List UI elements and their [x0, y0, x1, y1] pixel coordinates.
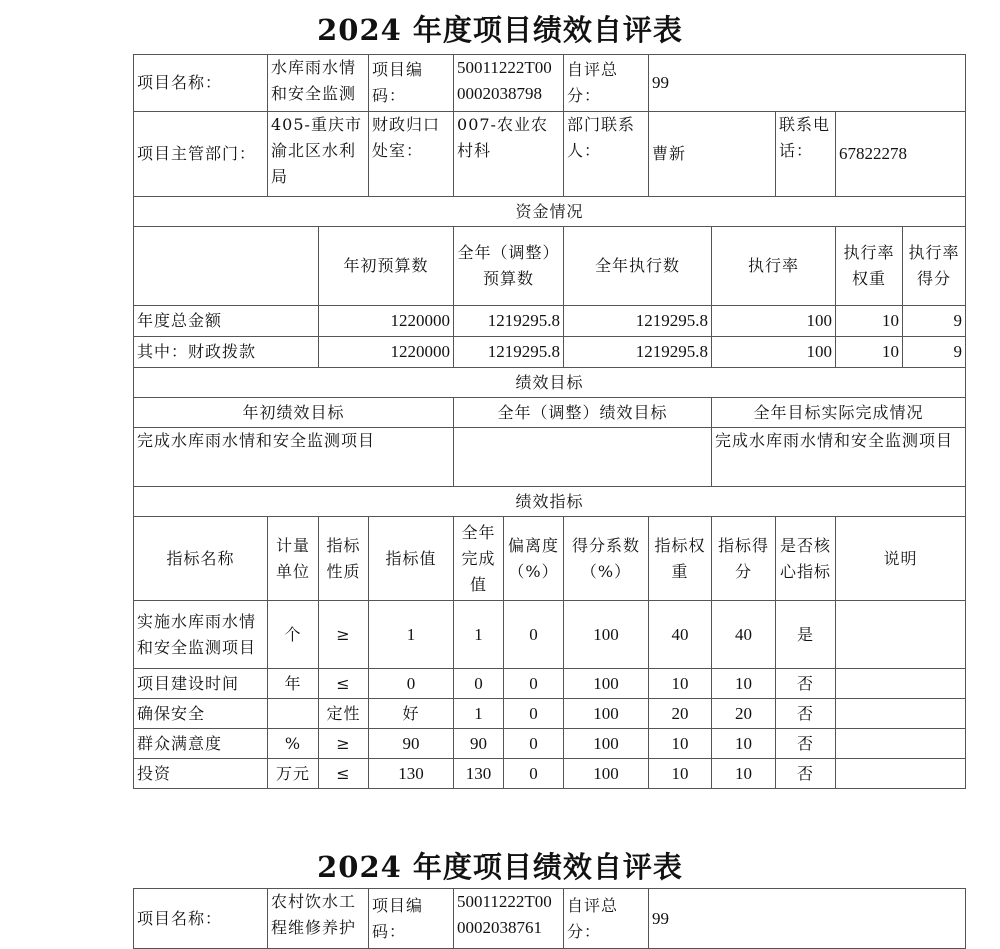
phone-value: 67822278: [836, 112, 966, 197]
ind-weight: 20: [649, 699, 712, 729]
funds-score: 9: [953, 342, 963, 361]
ind-coef: 100: [564, 669, 649, 699]
ind-header-name: 指标名称: [134, 517, 268, 601]
ind-note: [836, 759, 966, 789]
ind-header-core: 是否核心指标: [776, 517, 836, 601]
ind-core: 否: [776, 729, 836, 759]
ind-coef: 100: [564, 699, 649, 729]
ind-actual: 1: [454, 699, 504, 729]
ind-score: 40: [712, 601, 776, 669]
ind-header-unit: 计量单位: [268, 517, 319, 601]
self-score-label-2: 自评总分：: [564, 889, 649, 949]
ind-score: 10: [712, 669, 776, 699]
indicators-section-header: 绩效指标: [134, 487, 966, 517]
funds-weight-score: [836, 306, 966, 337]
ind-score: 10: [712, 729, 776, 759]
ind-name: 实施水库雨水情和安全监测项目: [134, 601, 268, 669]
ind-actual: 1: [454, 601, 504, 669]
project-name-value: 水库雨水情和安全监测: [268, 55, 369, 112]
ind-target: 1: [369, 601, 454, 669]
ind-header-coef: 得分系数（%）: [564, 517, 649, 601]
performance-table: [133, 54, 966, 789]
ind-unit: 年: [268, 669, 319, 699]
project-name-label: 项目名称：: [134, 55, 268, 112]
funds-weight: 10: [836, 306, 903, 336]
dept-label: 项目主管部门：: [134, 112, 268, 197]
ind-deviation: 0: [504, 699, 564, 729]
self-score-label: 自评总分：: [564, 55, 649, 112]
self-score-value: 99: [649, 55, 966, 112]
funds-row: [134, 337, 966, 368]
funds-row: [134, 306, 966, 337]
funds-row-label: 年度总金额: [134, 306, 319, 337]
project-info-row: [134, 55, 966, 112]
goal-actual: 完成水库雨水情和安全监测项目: [712, 428, 966, 487]
ind-header-nature: 指标性质: [319, 517, 369, 601]
contact-person-label: 部门联系人：: [564, 112, 649, 197]
form-title-2: 2024 年度项目绩效自评表: [317, 850, 683, 884]
ind-name: 项目建设时间: [134, 669, 268, 699]
funds-section-header: 资金情况: [134, 197, 966, 227]
ind-deviation: 0: [504, 601, 564, 669]
funds-rate: 100: [712, 337, 836, 368]
project-code-value-2: 50011222T000002038761: [454, 889, 564, 949]
ind-coef: 100: [564, 601, 649, 669]
funds-score: 9: [953, 311, 963, 330]
ind-deviation: 0: [504, 729, 564, 759]
ind-core: 否: [776, 759, 836, 789]
funds-header-score: 执行率得分: [908, 243, 960, 288]
ind-name: 确保安全: [134, 699, 268, 729]
indicator-row: [134, 669, 966, 699]
finance-office-value: 007-农业农村科: [454, 112, 564, 197]
funds-header-executed: 全年执行数: [564, 227, 712, 306]
ind-core: 否: [776, 669, 836, 699]
ind-actual: 90: [454, 729, 504, 759]
project-name-value-2: 农村饮水工程维修养护: [268, 889, 369, 949]
dept-value: 405-重庆市渝北区水利局: [268, 112, 369, 197]
ind-target: 130: [369, 759, 454, 789]
funds-weight: 10: [836, 337, 903, 367]
ind-weight: 10: [649, 759, 712, 789]
ind-weight: 10: [649, 729, 712, 759]
ind-deviation: 0: [504, 759, 564, 789]
funds-header-adjusted: 全年（调整）预算数: [454, 227, 564, 306]
project-code-label: 项目编码：: [369, 55, 454, 112]
goals-header-row: [134, 398, 966, 428]
ind-unit: [268, 699, 319, 729]
ind-nature: ≤: [319, 759, 369, 789]
funds-header-weight: 执行率权重: [836, 227, 903, 305]
ind-note: [836, 699, 966, 729]
indicator-row: [134, 759, 966, 789]
self-score-value-2: 99: [649, 889, 966, 949]
ind-coef: 100: [564, 759, 649, 789]
ind-nature: 定性: [319, 699, 369, 729]
project-name-label-2: 项目名称：: [134, 889, 268, 949]
finance-office-label: 财政归口处室：: [369, 112, 454, 197]
ind-core: 是: [776, 601, 836, 669]
funds-row-label: 其中：财政拨款: [134, 337, 319, 368]
indicator-row: [134, 601, 966, 669]
goal-initial: 完成水库雨水情和安全监测项目: [134, 428, 454, 487]
funds-adjusted: 1219295.8: [454, 337, 564, 368]
ind-actual: 0: [454, 669, 504, 699]
ind-name: 群众满意度: [134, 729, 268, 759]
goals-section-header: 绩效目标: [134, 368, 966, 398]
ind-deviation: 0: [504, 669, 564, 699]
funds-header-blank: [134, 227, 319, 306]
ind-coef: 100: [564, 729, 649, 759]
ind-weight: 40: [649, 601, 712, 669]
ind-unit: 万元: [268, 759, 319, 789]
ind-score: 10: [712, 759, 776, 789]
dept-info-row: [134, 112, 966, 197]
ind-nature: ≤: [319, 669, 369, 699]
project-code-label-2: 项目编码：: [369, 889, 454, 949]
indicator-row: [134, 729, 966, 759]
contact-person-value: 曹新: [649, 112, 776, 197]
ind-unit: 个: [268, 601, 319, 669]
ind-header-note: 说明: [836, 517, 966, 601]
ind-header-actual: 全年完成值: [454, 517, 504, 601]
funds-header-rate: 执行率: [712, 227, 836, 306]
funds-adjusted: 1219295.8: [454, 306, 564, 337]
funds-initial: 1220000: [319, 306, 454, 337]
ind-header-weight: 指标权重: [649, 517, 712, 601]
ind-note: [836, 729, 966, 759]
ind-target: 90: [369, 729, 454, 759]
ind-name: 投资: [134, 759, 268, 789]
goals-header-initial: 年初绩效目标: [134, 398, 454, 428]
funds-header-weight-score: [836, 227, 966, 306]
goals-row: [134, 428, 966, 487]
performance-table-2: [133, 888, 966, 949]
ind-target: 0: [369, 669, 454, 699]
ind-header-deviation: 偏离度（%）: [504, 517, 564, 601]
funds-header-initial: 年初预算数: [319, 227, 454, 306]
funds-executed: 1219295.8: [564, 306, 712, 337]
ind-core: 否: [776, 699, 836, 729]
goals-header-adjusted: 全年（调整）绩效目标: [454, 398, 712, 428]
funds-weight-score: [836, 337, 966, 368]
funds-rate: 100: [712, 306, 836, 337]
ind-target: 好: [369, 699, 454, 729]
ind-header-score: 指标得分: [712, 517, 776, 601]
goal-adjusted: [454, 428, 712, 487]
ind-score: 20: [712, 699, 776, 729]
indicator-header-row: [134, 517, 966, 601]
ind-nature: ≥: [319, 729, 369, 759]
funds-executed: 1219295.8: [564, 337, 712, 368]
ind-unit: %: [268, 729, 319, 759]
form-title: 2024 年度项目绩效自评表: [317, 13, 683, 47]
ind-header-target: 指标值: [369, 517, 454, 601]
funds-initial: 1220000: [319, 337, 454, 368]
ind-actual: 130: [454, 759, 504, 789]
ind-nature: ≥: [319, 601, 369, 669]
goals-header-actual: 全年目标实际完成情况: [712, 398, 966, 428]
ind-note: [836, 669, 966, 699]
phone-label: 联系电话：: [776, 112, 836, 197]
ind-note: [836, 601, 966, 669]
funds-header-row: [134, 227, 966, 306]
ind-weight: 10: [649, 669, 712, 699]
indicator-row: [134, 699, 966, 729]
project-code-value: 50011222T000002038798: [454, 55, 564, 112]
project-info-row-2: [134, 889, 966, 949]
